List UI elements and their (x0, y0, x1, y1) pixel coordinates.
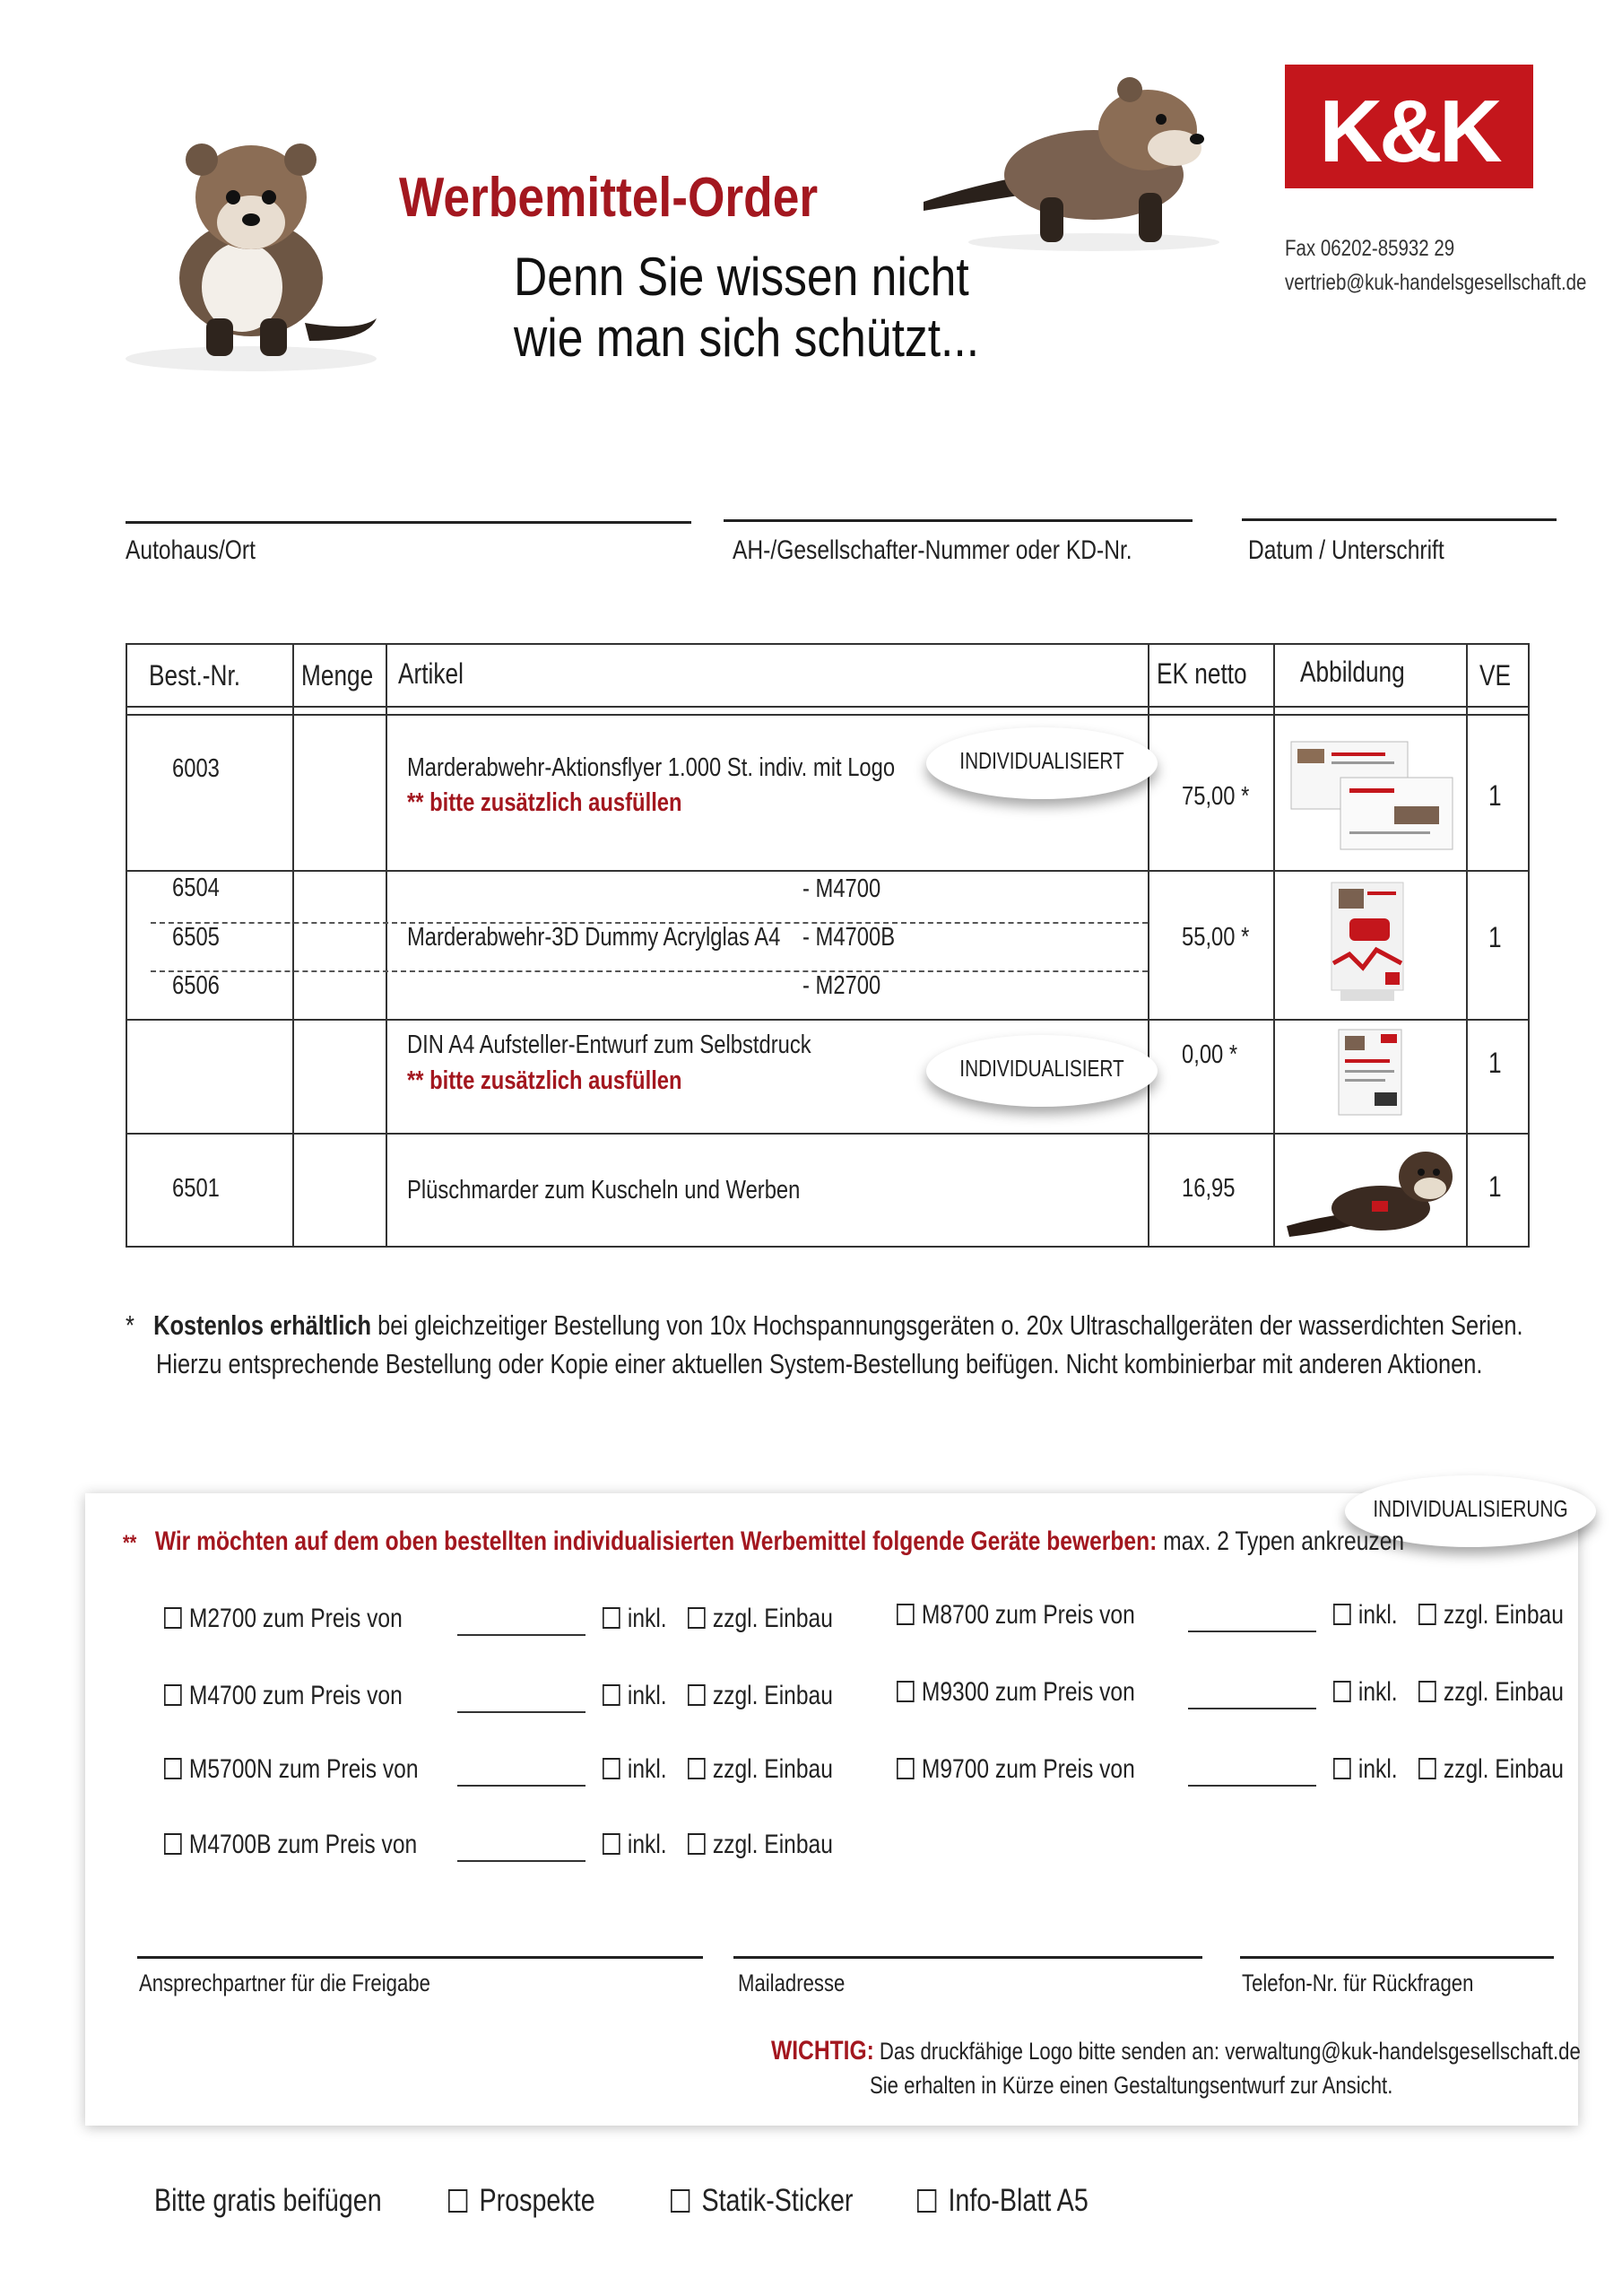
individualisierung-badge-text: INDIVIDUALISIERUNG (1373, 1495, 1568, 1522)
zzgl-m5700n-label: zzgl. Einbau (712, 1754, 833, 1784)
mail-line[interactable] (733, 1956, 1202, 1959)
row2-ve: 1 (1488, 921, 1502, 953)
wichtig-note (771, 2036, 1581, 2066)
checkbox-prospekte[interactable] (448, 2189, 467, 2213)
contact-info (1285, 231, 1586, 300)
row3-artikel: DIN A4 Aufsteller-Entwurf zum Selbstdruck (407, 1031, 811, 1059)
heading-suffix: max. 2 Typen ankreuzen (1157, 1526, 1405, 1556)
zzgl-m4700[interactable] (688, 1681, 833, 1711)
zzgl-m2700[interactable] (688, 1604, 833, 1634)
footnote-star: * (126, 1309, 134, 1341)
inkl-m9300-label: inkl. (1357, 1677, 1398, 1707)
footnote-line-2: Hierzu entsprechende Bestellung oder Kopie einer aktuellen System-Bestellung beifügen. Nicht kombinierbar mit anderen Aktionen. (156, 1348, 1483, 1379)
row3-badge-text: INDIVIDUALISIERT (959, 1055, 1124, 1082)
col-ve: VE (1479, 659, 1512, 691)
option-m8700-label: M8700 zum Preis von (921, 1600, 1135, 1630)
mail-label: Mailadresse (738, 1970, 846, 1996)
inkl-m9300[interactable] (1333, 1677, 1398, 1708)
option-m5700n[interactable] (164, 1754, 419, 1785)
datum-label: Datum / Unterschrift (1248, 535, 1444, 565)
row1-artikel: Marderabwehr-Aktionsflyer 1.000 St. indiv. mit Logo (407, 753, 896, 782)
row2-variant-1: - M4700 (802, 874, 881, 903)
row2-best-nr-3: 6506 (172, 971, 220, 1000)
heading-stars: ** (123, 1531, 137, 1555)
checkbox-zzgl-m9300[interactable] (1418, 1681, 1436, 1702)
option-m9700-label: M9700 zum Preis von (921, 1754, 1135, 1784)
wichtig-label: WICHTIG: (771, 2036, 874, 2066)
fax-number: Fax 06202-85932 29 (1285, 236, 1455, 261)
subtitle-line-2: wie man sich schützt... (514, 308, 980, 368)
ansprechpartner-line[interactable] (137, 1956, 703, 1959)
wichtig-line-1: Das druckfähige Logo bitte senden an: verwaltung@kuk-handelsgesellschaft.de (879, 2038, 1581, 2065)
checkbox-zzgl-m4700b[interactable] (688, 1833, 706, 1855)
inkl-m2700[interactable] (603, 1604, 667, 1634)
option-m4700b-label: M4700B zum Preis von (188, 1830, 418, 1859)
telefon-label: Telefon-Nr. für Rückfragen (1242, 1970, 1474, 1996)
autohaus-line[interactable] (126, 521, 691, 524)
price-field-m9700[interactable] (1188, 1785, 1316, 1787)
inkl-m4700b[interactable] (603, 1830, 667, 1860)
beifuegen-info-blatt[interactable] (917, 2183, 1089, 2219)
contact-email: vertrieb@kuk-handelsgesellschaft.de (1285, 270, 1587, 295)
inkl-m4700b-label: inkl. (627, 1830, 667, 1859)
inkl-m4700-label: inkl. (627, 1681, 667, 1710)
checkbox-inkl-m9300[interactable] (1333, 1681, 1351, 1702)
checkbox-m8700[interactable] (897, 1604, 915, 1625)
checkbox-inkl-m2700[interactable] (603, 1607, 620, 1629)
zzgl-m5700n[interactable] (688, 1754, 833, 1785)
checkbox-zzgl-m8700[interactable] (1418, 1604, 1436, 1625)
beifuegen-statik-sticker[interactable] (671, 2183, 853, 2219)
option-m9300-label: M9300 zum Preis von (921, 1677, 1135, 1707)
option-m5700n-label: M5700N zum Preis von (188, 1754, 419, 1784)
col-artikel: Artikel (398, 657, 464, 690)
order-table (126, 643, 1530, 1247)
footnote-line-1 (126, 1309, 1523, 1342)
footnote-bold: Kostenlos erhältlich (153, 1309, 372, 1341)
row2-best-nr-2: 6505 (172, 923, 220, 952)
inkl-m5700n[interactable] (603, 1754, 667, 1785)
checkbox-m4700b[interactable] (164, 1833, 182, 1855)
price-field-m4700b[interactable] (457, 1860, 585, 1862)
dummy-acryl-thumbnail (1314, 878, 1421, 1013)
individualisierung-heading (123, 1526, 1404, 1557)
row2-best-nr-1: 6504 (172, 874, 220, 902)
inkl-m4700[interactable] (603, 1681, 667, 1711)
zzgl-m9300-label: zzgl. Einbau (1443, 1677, 1564, 1707)
row1-best-nr: 6003 (172, 754, 220, 783)
price-field-m9300[interactable] (1188, 1708, 1316, 1709)
checkbox-m5700n[interactable] (164, 1758, 182, 1779)
inkl-m5700n-label: inkl. (627, 1754, 667, 1784)
nummer-label: AH-/Gesellschafter-Nummer oder KD-Nr. (733, 535, 1132, 565)
checkbox-m9700[interactable] (897, 1758, 915, 1779)
row1-ek: 75,00 * (1182, 782, 1250, 811)
checkbox-inkl-m4700[interactable] (603, 1684, 620, 1706)
checkbox-inkl-m9700[interactable] (1333, 1758, 1351, 1779)
checkbox-zzgl-m4700[interactable] (688, 1684, 706, 1706)
col-abbildung: Abbildung (1300, 656, 1405, 688)
checkbox-m9300[interactable] (897, 1681, 915, 1702)
prospekte-label: Prospekte (479, 2183, 595, 2218)
price-field-m2700[interactable] (457, 1634, 585, 1636)
price-field-m5700n[interactable] (457, 1785, 585, 1787)
checkbox-zzgl-m2700[interactable] (688, 1607, 706, 1629)
row4-ve: 1 (1488, 1170, 1502, 1203)
option-m4700b[interactable] (164, 1830, 417, 1860)
option-m8700[interactable] (897, 1600, 1135, 1631)
subtitle-line-1: Denn Sie wissen nicht (514, 247, 969, 307)
col-menge: Menge (301, 659, 374, 691)
zzgl-m9700[interactable] (1418, 1754, 1564, 1785)
inkl-m2700-label: inkl. (627, 1604, 667, 1633)
option-m2700[interactable] (164, 1604, 403, 1634)
logo-text: K&K (1319, 82, 1499, 180)
option-m9700[interactable] (897, 1754, 1135, 1785)
statik-sticker-label: Statik-Sticker (701, 2183, 854, 2218)
kk-logo (1285, 65, 1533, 188)
row1-note: ** bitte zusätzlich ausfüllen (407, 788, 682, 817)
zzgl-m8700[interactable] (1418, 1600, 1564, 1631)
zzgl-m4700b-label: zzgl. Einbau (712, 1830, 833, 1859)
zzgl-m4700-label: zzgl. Einbau (712, 1681, 833, 1710)
row4-ek: 16,95 (1182, 1174, 1236, 1203)
checkbox-inkl-m8700[interactable] (1333, 1604, 1351, 1625)
plush-marten-thumbnail (1282, 1136, 1462, 1244)
inkl-m8700[interactable] (1333, 1600, 1398, 1631)
marten-photo-right (924, 49, 1228, 256)
row2-artikel: Marderabwehr-3D Dummy Acrylglas A4 (407, 923, 781, 952)
row1-ve: 1 (1488, 779, 1502, 812)
option-m4700[interactable] (164, 1681, 403, 1711)
checkbox-m2700[interactable] (164, 1607, 182, 1629)
beifuegen-label: Bitte gratis beifügen (154, 2183, 382, 2218)
row3-ek: 0,00 * (1182, 1040, 1238, 1069)
option-m9300[interactable] (897, 1677, 1135, 1708)
row2-ek: 55,00 * (1182, 923, 1250, 952)
option-m4700-label: M4700 zum Preis von (188, 1681, 403, 1710)
heading-text: Wir möchten auf dem oben bestellten individualisierten Werbemittel folgende Geräte bewerben: (154, 1526, 1158, 1556)
price-field-m4700[interactable] (457, 1711, 585, 1713)
individualisierung-box (85, 1493, 1578, 2126)
datum-line[interactable] (1242, 518, 1557, 521)
page-subtitle (514, 247, 979, 369)
checkbox-m4700[interactable] (164, 1684, 182, 1706)
checkbox-statik-sticker[interactable] (671, 2189, 690, 2213)
row4-artikel: Plüschmarder zum Kuscheln und Werben (407, 1176, 801, 1205)
telefon-line[interactable] (1240, 1956, 1554, 1959)
zzgl-m9700-label: zzgl. Einbau (1443, 1754, 1564, 1784)
row4-best-nr: 6501 (172, 1174, 220, 1203)
checkbox-inkl-m4700b[interactable] (603, 1833, 620, 1855)
row1-badge-text: INDIVIDUALISIERT (959, 747, 1124, 774)
option-m2700-label: M2700 zum Preis von (188, 1604, 403, 1633)
autohaus-label: Autohaus/Ort (126, 535, 256, 565)
inkl-m9700[interactable] (1333, 1754, 1398, 1785)
nummer-line[interactable] (724, 519, 1193, 522)
page-title: Werbemittel-Order (399, 167, 819, 229)
row3-note: ** bitte zusätzlich ausfüllen (407, 1066, 682, 1095)
row3-badge (926, 1035, 1158, 1107)
row2-variant-3: - M2700 (802, 971, 881, 1000)
inkl-m9700-label: inkl. (1357, 1754, 1398, 1784)
zzgl-m8700-label: zzgl. Einbau (1443, 1600, 1564, 1630)
checkbox-info-blatt[interactable] (917, 2189, 936, 2213)
ansprechpartner-label: Ansprechpartner für die Freigabe (139, 1970, 430, 1996)
checkbox-zzgl-m9700[interactable] (1418, 1758, 1436, 1779)
row2-variant-2: - M4700B (802, 923, 896, 952)
col-best-nr: Best.-Nr. (149, 659, 241, 691)
checkbox-zzgl-m5700n[interactable] (688, 1758, 706, 1779)
inkl-m8700-label: inkl. (1357, 1600, 1398, 1630)
beifuegen-prospekte[interactable] (448, 2183, 595, 2219)
zzgl-m4700b[interactable] (688, 1830, 833, 1860)
footnote-line1-text: bei gleichzeitiger Bestellung von 10x Hochspannungsgeräten o. 20x Ultraschallgeräten der wasserdichten Serien. (371, 1309, 1523, 1341)
info-blatt-label: Info-Blatt A5 (948, 2183, 1089, 2218)
marten-photo-left (117, 126, 386, 377)
aufsteller-thumbnail (1334, 1025, 1406, 1124)
flyer-thumbnail (1287, 733, 1457, 858)
price-field-m8700[interactable] (1188, 1631, 1316, 1632)
row3-ve: 1 (1488, 1047, 1502, 1079)
checkbox-inkl-m5700n[interactable] (603, 1758, 620, 1779)
zzgl-m9300[interactable] (1418, 1677, 1564, 1708)
row1-badge (926, 727, 1158, 799)
zzgl-m2700-label: zzgl. Einbau (712, 1604, 833, 1633)
wichtig-line-2: Sie erhalten in Kürze einen Gestaltungsentwurf zur Ansicht. (870, 2072, 1393, 2099)
col-ek-netto: EK netto (1157, 657, 1247, 690)
